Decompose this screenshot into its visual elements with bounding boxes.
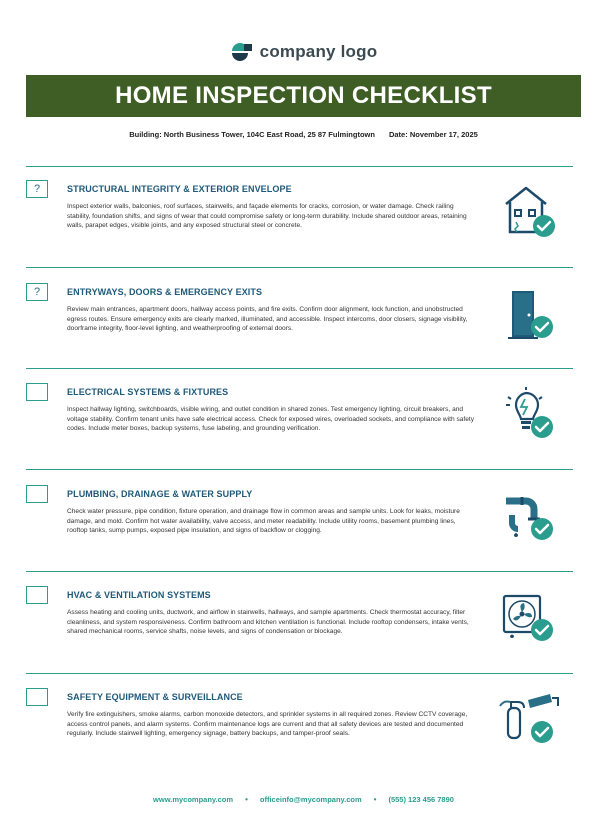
date-value: November 17, 2025 (409, 130, 478, 139)
divider (26, 368, 573, 369)
date-info (389, 130, 478, 139)
extinguisher-camera-check-icon (496, 688, 562, 748)
house-crack-check-icon (496, 180, 562, 240)
section-title: SAFETY EQUIPMENT & SURVEILLANCE (67, 692, 243, 702)
page-title: HOME INSPECTION CHECKLIST (115, 82, 492, 109)
section-description: Inspect exterior walls, balconies, roof surfaces, stairwells, and façade elements for cracks, corrosion, or water damage. Check railing stability, foundation shifts, and signs of wear that could compromise safety or long-term durability. Include shared outdoor areas, retaining walls, parapet edges, visible joints, and any exposed structural steel or concrete. (67, 203, 467, 230)
section-description: Review main entrances, apartment doors, hallway access points, and fire exits. Confirm door alignment, lock function, and unobstructed egress routes. Ensure emergency exits are clearly marked, illuminated, and accessible. Inspect intercoms, door closers, signage visibility, doorframe integrity, floor-level lighting, and weatherproofing of external doors. (67, 306, 468, 333)
footer-separator: • (373, 795, 377, 804)
lightbulb-check-icon (496, 383, 562, 443)
divider (26, 469, 573, 470)
checklist-section (26, 586, 573, 666)
section-title: STRUCTURAL INTEGRITY & EXTERIOR ENVELOPE (67, 184, 292, 194)
checklist-section (26, 485, 573, 565)
section-checkbox[interactable] (26, 383, 48, 401)
document-meta (0, 130, 607, 139)
checklist-section (26, 180, 573, 260)
footer-website[interactable]: www.mycompany.com (153, 795, 234, 804)
section-checkbox[interactable] (26, 688, 48, 706)
section-title: HVAC & VENTILATION SYSTEMS (67, 590, 211, 600)
divider (26, 571, 573, 572)
footer-separator: • (245, 795, 248, 804)
section-description: Verify fire extinguishers, smoke alarms, carbon monoxide detectors, and sprinkler systems in all required zones. Review CCTV coverage, access control panels, and alarm systems. Confirm maintenance logs are current and that all safety devices are tested and documented regularly. Include stairwell lighting, emergency signage, battery backups, and tamper-proof seals. (67, 711, 468, 738)
section-checkbox[interactable]: ? (26, 283, 48, 301)
section-description: Inspect hallway lighting, switchboards, visible wiring, and outlet condition in shared zones. Test emergency lighting, circuit breakers, and voltage stability. Confirm tenant units have safe electrical access. Check for exposed wires, overloaded sockets, and compliance with safety codes. Include meter boxes, backup systems, fuse labeling, and grounding verification. (67, 406, 475, 433)
building-label: Building: (129, 130, 162, 139)
section-description: Assess heating and cooling units, ductwork, and airflow in stairwells, hallways, and sample apartments. Check thermostat accuracy, filter cleanliness, and system responsiveness. Confirm bathroom and kitchen ventilation is functional. Include rooftop condensers, intake vents, shared mechanical rooms, service shafts, noise levels, and signs of condensation or blockage. (67, 609, 469, 636)
section-checkbox[interactable] (26, 485, 48, 503)
checklist-section (26, 383, 573, 463)
section-checkbox[interactable]: ? (26, 180, 48, 198)
building-value: North Business Tower, 104C East Road, 25 87 Fulmingtown (163, 130, 375, 139)
section-title: ENTRYWAYS, DOORS & EMERGENCY EXITS (67, 287, 263, 297)
company-logo-mark-icon (230, 40, 254, 64)
section-checkbox[interactable] (26, 586, 48, 604)
divider (26, 267, 573, 268)
divider (26, 166, 573, 167)
checklist-section (26, 283, 573, 363)
section-title: ELECTRICAL SYSTEMS & FIXTURES (67, 387, 229, 397)
date-label: Date: (388, 130, 408, 139)
section-title: PLUMBING, DRAINAGE & WATER SUPPLY (67, 489, 253, 499)
checklist-section (26, 688, 573, 768)
title-banner (26, 75, 581, 117)
door-check-icon (496, 283, 562, 343)
company-logo-text: company logo (259, 42, 378, 61)
company-logo (0, 40, 607, 64)
pipe-drip-check-icon (496, 485, 562, 545)
section-description: Check water pressure, pipe condition, fixture operation, and drainage flow in common areas and sample units. Look for leaks, moisture damage, and mold. Confirm hot water availability, valve access, and meter readability. Include utility rooms, basement plumbing lines, rooftop tanks, sump pumps, exposed pipe insulation, and signs of backflow or clogging. (67, 508, 460, 535)
divider (26, 673, 573, 674)
footer-phone: (555) 123 456 7890 (388, 795, 454, 804)
footer-email[interactable]: officeinfo@mycompany.com (259, 795, 362, 804)
building-info (129, 130, 375, 139)
footer-contacts (0, 795, 607, 804)
fan-check-icon (496, 586, 562, 646)
